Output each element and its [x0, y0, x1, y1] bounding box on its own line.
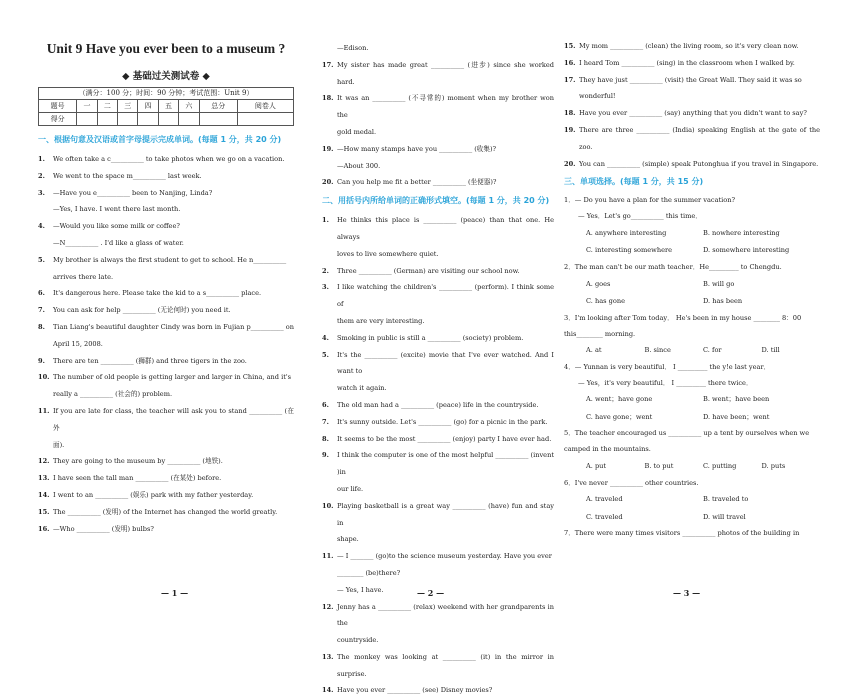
question-text[interactable]: Three __________ (German) are visiting our school now.	[337, 266, 520, 275]
mc-question-3: 3．I'm looking after Tom today． He's been in my house ________ 8：00	[564, 313, 802, 322]
question-line	[322, 246, 554, 263]
score-info: （满分：100 分；时间：90 分钟；考试范围：Unit 9）	[38, 87, 294, 99]
question-text[interactable]: If you are late for class, the teacher will ask you to stand __________ (在外	[53, 406, 294, 432]
question-line	[322, 57, 554, 91]
mc-question-3-line-2: this________ morning.	[564, 329, 636, 338]
mc-option[interactable]: D. has been	[703, 297, 743, 306]
score-header-cell: 五	[158, 100, 178, 113]
question-text[interactable]: We went to the space m__________ last week.	[53, 171, 202, 180]
question-text[interactable]: really a __________ (社会的) problem.	[53, 390, 173, 399]
question-line	[322, 124, 554, 141]
question-line	[322, 565, 554, 582]
score-header-cell: 题号	[39, 100, 77, 113]
question-number	[38, 336, 53, 353]
question-line	[322, 397, 554, 414]
question-number: 13.	[38, 474, 50, 483]
question-line	[38, 302, 294, 319]
question-number: 5.	[38, 255, 45, 264]
score-table	[38, 99, 294, 126]
question-number	[322, 380, 337, 397]
mc-option[interactable]: B. traveled to	[703, 495, 749, 504]
mc-options-1	[564, 225, 820, 260]
question-text[interactable]: My mom __________ (clean) the living room, so it's very clean now.	[579, 42, 799, 50]
question-number: 14.	[38, 490, 50, 499]
mc-option[interactable]: D. puts	[761, 462, 786, 471]
question-text[interactable]: You can ask for help __________ (无论何时) you need it.	[53, 306, 231, 315]
question-line	[38, 201, 294, 218]
question-line	[322, 380, 554, 397]
question-line	[38, 504, 294, 521]
question-text[interactable]: We often take a c__________ to take photos when we go on a vacation.	[53, 155, 285, 163]
question-text[interactable]: There are three __________ (India) speaking English at the gate of the zoo.	[579, 125, 820, 151]
question-line	[564, 122, 820, 156]
question-text[interactable]: gold medal.	[337, 127, 377, 136]
question-number: 19.	[564, 125, 576, 134]
mc-option[interactable]: C. for	[703, 346, 722, 355]
question-number: 17.	[322, 60, 334, 69]
question-text[interactable]: Smoking in public is still a __________ (society) problem.	[337, 333, 524, 342]
question-text[interactable]: Playing basketball is a great way __________ (have) fun and stay in	[337, 501, 554, 527]
question-text[interactable]: ________ (be)there?	[337, 568, 401, 577]
question-number	[38, 235, 53, 252]
mc-option[interactable]: B. since	[644, 346, 671, 355]
question-number	[322, 565, 337, 582]
question-number: 20.	[564, 159, 576, 168]
question-line	[38, 319, 294, 336]
question-number	[322, 481, 337, 498]
mc-options-3	[564, 342, 820, 360]
question-number: 9.	[322, 451, 329, 460]
question-number: 10.	[38, 373, 50, 382]
question-line	[564, 105, 820, 122]
mc-options-4	[564, 391, 820, 426]
question-text[interactable]: shape.	[337, 535, 359, 544]
page-number-2: — 2 —	[417, 588, 445, 598]
score-cell[interactable]	[138, 113, 158, 126]
question-text[interactable]: I heard Tom __________ (sing) in the classroom when I walked by.	[579, 58, 795, 67]
question-text[interactable]: arrives there late.	[53, 272, 114, 281]
question-text[interactable]: The monkey was looking at __________ (it) in the mirror in surprise.	[337, 652, 554, 678]
question-number	[322, 313, 337, 330]
question-line	[322, 431, 554, 448]
question-number: 2.	[38, 171, 45, 180]
question-number: 18.	[564, 109, 576, 118]
question-text[interactable]: them are very interesting.	[337, 316, 425, 325]
mc-option[interactable]: A. went；have gone	[586, 395, 653, 404]
question-number: 14.	[322, 686, 334, 695]
question-number: 7.	[322, 417, 329, 426]
question-text[interactable]: our life.	[337, 484, 364, 493]
question-number: 5.	[322, 350, 329, 359]
question-number	[38, 386, 53, 403]
mc-option[interactable]: D. will travel	[703, 512, 746, 521]
question-text[interactable]: loves to live somewhere quiet.	[337, 249, 439, 258]
page-column-1	[38, 0, 294, 608]
question-number: 6.	[322, 400, 329, 409]
question-number: 11.	[38, 406, 50, 415]
question-line	[38, 185, 294, 202]
question-number: 11.	[322, 552, 334, 561]
question-text[interactable]: —N__________ . I'd like a glass of water.	[53, 238, 184, 247]
page-title: Unit 9 Have you ever been to a museum ?	[46, 41, 286, 56]
question-number	[322, 40, 337, 57]
question-number: 9.	[38, 356, 45, 365]
question-text[interactable]: watch it again.	[337, 384, 387, 393]
question-line	[38, 353, 294, 370]
question-line	[38, 168, 294, 185]
question-line	[38, 252, 294, 269]
question-number	[322, 246, 337, 263]
question-number: 18.	[322, 94, 334, 103]
question-text[interactable]: countryside.	[337, 636, 379, 645]
mc-question-4: 4．— Yunnan is very beautiful． I _________ the y!e last year．	[564, 362, 771, 371]
mc-option[interactable]: A. traveled	[586, 495, 623, 504]
question-text[interactable]: My sister has made great __________ (进步) since she worked hard.	[337, 60, 554, 86]
question-text[interactable]: wonderful!	[579, 92, 616, 101]
question-line	[322, 313, 554, 330]
question-number: 7.	[38, 306, 45, 315]
page-number-3: — 3 —	[673, 588, 701, 598]
question-text[interactable]: —Yes, I have. I went there last month.	[53, 205, 181, 214]
question-line	[322, 174, 554, 191]
score-cell[interactable]	[97, 113, 117, 126]
question-line	[38, 218, 294, 235]
mc-question-7: 7．There were many times visitors __________ photos of the building in	[564, 529, 800, 538]
mc-option[interactable]: B. went；have been	[703, 395, 770, 404]
score-table-row	[39, 113, 294, 126]
score-cell[interactable]	[199, 113, 237, 126]
question-line	[564, 55, 820, 72]
mc-options-5	[564, 458, 820, 476]
question-line	[38, 453, 294, 470]
question-number	[322, 531, 337, 548]
question-text[interactable]: You can __________ (simple) speak Putonghua if you travel in Singapore.	[579, 159, 819, 168]
mc-option[interactable]: A. goes	[586, 279, 611, 288]
question-number: 16.	[38, 524, 50, 533]
question-number	[38, 201, 53, 218]
question-line	[322, 632, 554, 649]
score-header-cell: 阅卷人	[237, 100, 293, 113]
page-subtitle: ◆ 基础过关测试卷 ◆	[122, 71, 210, 82]
question-text[interactable]: 面).	[53, 440, 65, 449]
question-number: 1.	[38, 155, 45, 163]
mc-option[interactable]: B. nowhere interesting	[703, 228, 780, 237]
mc-question-5-line-2: camped in the mountains.	[564, 445, 651, 454]
question-list-1-continued	[322, 40, 554, 191]
mc-question-1: 1．— Do you have a plan for the summer vacation?	[564, 196, 736, 205]
question-number	[322, 124, 337, 141]
question-number: 3.	[38, 188, 45, 197]
question-number: 17.	[564, 75, 576, 84]
mc-option[interactable]: C. traveled	[586, 512, 623, 521]
question-text[interactable]: There are ten __________ (狮群) and three tigers in the zoo.	[53, 356, 247, 365]
question-text[interactable]: Have you ever __________ (say) anything that you didn't want to say?	[579, 109, 807, 118]
score-row-label: 得分	[39, 113, 77, 126]
mc-question-6: 6．I've never __________ other countries.	[564, 478, 699, 487]
score-header-cell: 四	[138, 100, 158, 113]
question-line	[322, 90, 554, 124]
mc-option[interactable]: D. somewhere interesting	[703, 246, 790, 255]
question-text[interactable]: They have just __________ (visit) the Great Wall. They said it was so	[579, 75, 802, 84]
question-line	[322, 548, 554, 565]
question-line	[38, 470, 294, 487]
question-line	[38, 369, 294, 386]
question-line	[564, 88, 820, 105]
question-number: 4.	[322, 333, 329, 342]
question-line	[322, 347, 554, 381]
question-number	[322, 582, 337, 599]
question-line	[38, 235, 294, 252]
score-cell[interactable]	[77, 113, 97, 126]
question-line	[564, 156, 820, 173]
question-text[interactable]: Tian Liang's beautiful daughter Cindy was born in Fujian p__________ on	[53, 322, 294, 331]
mc-option[interactable]: A. anywhere interesting	[586, 228, 667, 237]
question-text[interactable]: The old man had a __________ (peace) life in the countryside.	[337, 400, 539, 409]
page-column-3	[564, 0, 820, 646]
question-text[interactable]: —How many stamps have you __________ (收集)?	[337, 144, 497, 153]
question-line	[322, 531, 554, 548]
question-number: 6.	[38, 289, 45, 298]
section-heading-3: 三、单项选择。(每题 1 分，共 15 分)	[564, 177, 704, 187]
question-text[interactable]: —Who __________ (发明) bulbs?	[53, 524, 154, 533]
mc-option[interactable]: C. interesting somewhere	[586, 246, 673, 255]
question-line	[38, 386, 294, 403]
question-text[interactable]: It was an __________ (不寻常的) moment when my brother won the	[337, 94, 554, 120]
score-cell[interactable]	[237, 113, 293, 126]
section-heading-2: 二、用括号内所给单词的正确形式填空。(每题 1 分，共 20 分)	[322, 196, 550, 206]
mc-options-6	[564, 491, 820, 526]
question-number: 10.	[322, 501, 334, 510]
question-text[interactable]: —Edison.	[337, 44, 369, 52]
mc-option[interactable]: D. have been；went	[703, 412, 770, 421]
question-number	[38, 269, 53, 286]
page-column-2	[322, 0, 554, 695]
question-text[interactable]: I like watching the children's __________ (perform). I think some of	[337, 283, 554, 309]
mc-options-2	[564, 276, 820, 311]
question-line	[322, 263, 554, 280]
score-cell[interactable]	[118, 113, 138, 126]
question-line	[322, 649, 554, 683]
page-number-1: — 1 —	[161, 588, 189, 598]
question-text[interactable]: Have you ever __________ (see) Disney movies?	[337, 686, 493, 695]
score-header-cell: 六	[179, 100, 199, 113]
mc-option[interactable]: B. will go	[703, 279, 735, 288]
question-number	[38, 437, 53, 454]
question-number: 19.	[322, 144, 334, 153]
question-text[interactable]: The __________ (发明) of the Internet has changed the world greatly.	[53, 507, 278, 516]
mc-option[interactable]: C. putting	[703, 462, 737, 471]
score-header-cell: 一	[77, 100, 97, 113]
question-number: 16.	[564, 58, 576, 67]
question-number: 1.	[322, 216, 329, 225]
question-text[interactable]: —Have you e__________ been to Nanjing, Linda?	[53, 188, 213, 197]
question-line	[322, 414, 554, 431]
question-line	[38, 336, 294, 353]
mc-option[interactable]: B. to put	[644, 462, 674, 471]
mc-option[interactable]: D. till	[761, 346, 780, 355]
question-text[interactable]: They are going to the museum by __________ (地铁).	[53, 457, 223, 466]
question-line	[38, 521, 294, 538]
mc-option[interactable]: C. have gone；went	[586, 412, 653, 421]
mc-option[interactable]: A. put	[586, 462, 607, 471]
question-text[interactable]: I think the computer is one of the most helpful __________ (invent )in	[337, 451, 554, 477]
question-number: 13.	[322, 652, 334, 661]
question-number: 2.	[322, 266, 329, 275]
score-header-cell: 总分	[199, 100, 237, 113]
question-line	[322, 141, 554, 158]
question-text[interactable]: It's dangerous here. Please take the kid to a s__________ place.	[53, 289, 262, 298]
question-list-2	[322, 212, 554, 699]
question-number	[322, 632, 337, 649]
question-line	[38, 285, 294, 302]
question-number: 8.	[38, 322, 45, 331]
score-cell[interactable]	[158, 113, 178, 126]
mc-question-2: 2．The man can't be our math teacher．He_________ to Chengdu.	[564, 262, 782, 271]
question-list-1	[38, 151, 294, 537]
score-table-header	[39, 100, 294, 113]
question-line	[322, 279, 554, 313]
question-line	[322, 40, 554, 57]
question-number: 12.	[322, 602, 334, 611]
question-list-2-continued	[564, 38, 820, 172]
question-line	[322, 498, 554, 532]
question-text[interactable]: It's the __________ (excite) movie that I've ever watched. And I want to	[337, 350, 554, 376]
question-number: 12.	[38, 457, 50, 466]
question-number: 15.	[38, 507, 50, 516]
question-line	[38, 151, 294, 168]
question-number	[322, 158, 337, 175]
question-text[interactable]: He thinks this place is __________ (peace) than that one. He always	[337, 216, 554, 241]
question-text[interactable]: I have seen the tall man __________ (在某处) before.	[53, 474, 222, 483]
question-text[interactable]: — Yes, I have.	[337, 585, 384, 594]
question-line	[38, 403, 294, 437]
question-text[interactable]: It seems to be the most __________ (enjoy) party I have ever had.	[337, 434, 552, 443]
mc-option[interactable]: C. has gone	[586, 297, 625, 306]
question-number: 20.	[322, 178, 334, 187]
mc-option[interactable]: A. at	[586, 346, 602, 355]
question-number: 8.	[322, 434, 329, 443]
question-line	[38, 269, 294, 286]
mc-question-1-line-2: — Yes．Let's go__________ this time．	[578, 212, 702, 221]
question-number: 3.	[322, 283, 329, 292]
question-text[interactable]: April 15, 2008.	[53, 339, 103, 348]
question-line	[38, 487, 294, 504]
question-text[interactable]: The number of old people is getting larger and larger in China, and it's	[53, 373, 292, 382]
question-line	[38, 437, 294, 454]
question-number	[564, 88, 579, 105]
question-text[interactable]: Jenny has a __________ (relax) weekend with her grandparents in the	[337, 602, 554, 628]
question-number: 4.	[38, 222, 45, 231]
question-number: 15.	[564, 42, 576, 50]
question-line	[322, 599, 554, 633]
question-line	[564, 72, 820, 89]
question-text[interactable]: Can you help me fit a better __________ (坐便器)?	[337, 178, 497, 187]
question-line	[564, 38, 820, 55]
question-text[interactable]: —Would you like some milk or coffee?	[53, 222, 180, 231]
mc-question-4-line-2: — Yes，it's very beautiful． I _________ there twice．	[578, 378, 753, 387]
score-header-cell: 二	[97, 100, 117, 113]
section-heading-1: 一、根据句意及汉语或首字母提示完成单词。(每题 1 分，共 20 分)	[38, 135, 282, 144]
question-text[interactable]: I went to an __________ (娱乐) park with my father yesterday.	[53, 490, 254, 499]
question-line	[322, 330, 554, 347]
score-cell[interactable]	[179, 113, 199, 126]
question-text[interactable]: It's sunny outside. Let's __________ (go) for a picnic in the park.	[337, 417, 548, 426]
question-line	[322, 682, 554, 699]
question-line	[322, 481, 554, 498]
question-text[interactable]: —About 300.	[337, 161, 381, 170]
score-header-cell: 三	[118, 100, 138, 113]
question-line	[322, 158, 554, 175]
question-text[interactable]: — I _______ (go)to the science museum yesterday. Have you ever	[337, 552, 552, 561]
question-line	[322, 447, 554, 481]
question-text[interactable]: My brother is always the first student to get to school. He n__________	[53, 255, 287, 264]
mc-question-5: 5．The teacher encouraged us __________ up a tent by ourselves when we	[564, 429, 810, 438]
question-line	[322, 212, 554, 246]
